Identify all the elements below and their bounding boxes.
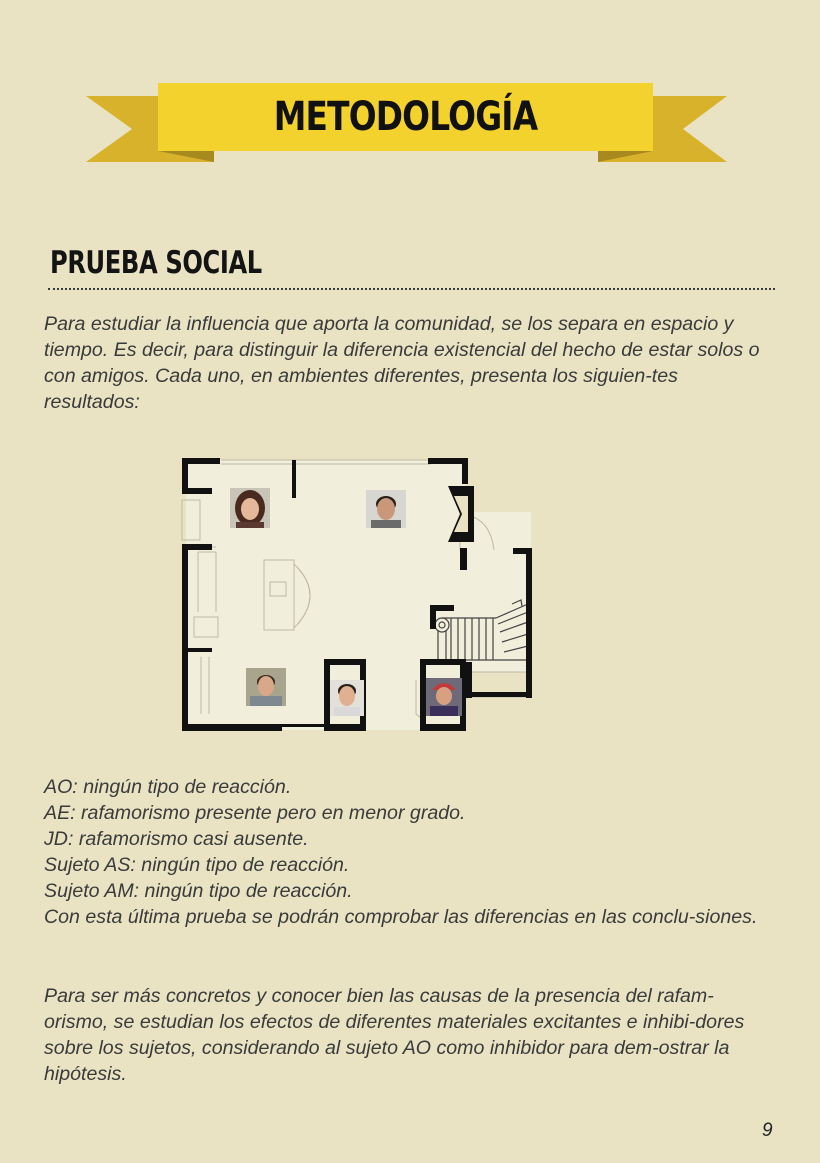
result-am: Sujeto AM: ningún tipo de reacción. xyxy=(44,880,353,902)
outro-paragraph: Para ser más concretos y conocer bien las causas de la presencia del rafam-orismo, se estudian los efectos de diferentes materiales excitantes e inhibi-dores sobre los sujetos, considerando al sujeto AO como inhibidor para dem-ostrar la hipótesis. xyxy=(44,985,745,1085)
subject-photo-5 xyxy=(426,678,462,716)
subject-photo-2 xyxy=(366,490,406,528)
results-list xyxy=(44,774,774,930)
page-number: 9 xyxy=(762,1120,773,1141)
title-banner xyxy=(0,0,820,180)
result-ae: AE: rafamorismo presente pero en menor grado. xyxy=(44,802,466,824)
page-title: METODOLOGÍA xyxy=(273,94,538,140)
dotted-divider xyxy=(48,288,775,290)
intro-paragraph: Para estudiar la influencia que aporta la comunidad, se los separa en espacio y tiempo. Es decir, para distinguir la diferencia existencial del hecho de estar solos o con amigos. Cada uno, en ambientes diferentes, presenta los siguien-tes resultados: xyxy=(44,313,760,413)
result-as: Sujeto AS: ningún tipo de reacción. xyxy=(44,854,350,876)
result-ao: AO: ningún tipo de reacción. xyxy=(44,776,292,798)
floor-plan xyxy=(176,452,544,742)
result-conclusion: Con esta última prueba se podrán comprobar las diferencias en las conclu-siones. xyxy=(44,906,758,928)
subject-photo-1 xyxy=(230,488,270,528)
result-jd: JD: rafamorismo casi ausente. xyxy=(44,828,309,850)
subject-photo-4 xyxy=(330,680,364,716)
section-title: PRUEBA SOCIAL xyxy=(50,245,262,281)
subject-photo-3 xyxy=(246,668,286,706)
